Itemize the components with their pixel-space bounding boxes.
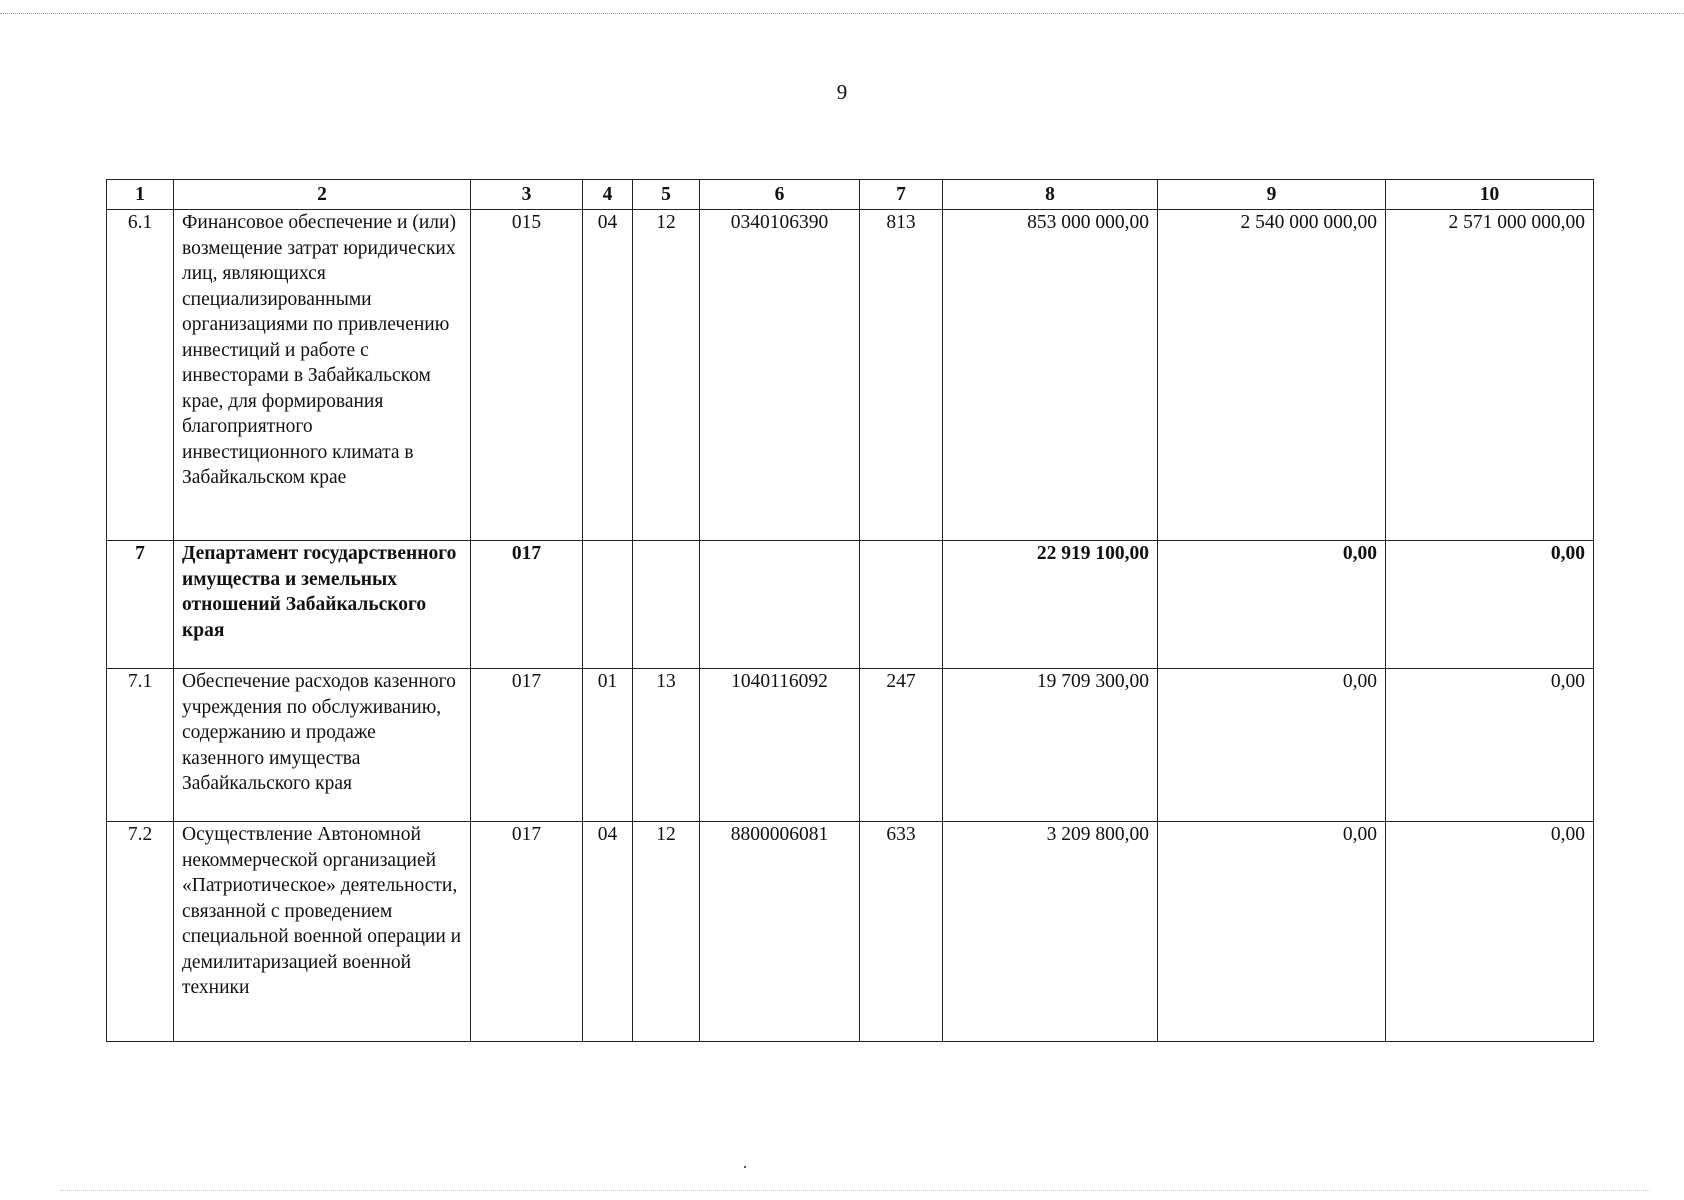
- table-row: [107, 541, 1594, 669]
- cell-col9: 0,00: [1158, 541, 1386, 669]
- cell-col7: [860, 541, 943, 669]
- cell-col3: 017: [471, 822, 583, 1042]
- cell-col8: 3 209 800,00: [943, 822, 1158, 1042]
- cell-col10: 0,00: [1386, 541, 1594, 669]
- cell-col4: 04: [583, 822, 633, 1042]
- cell-col7: 247: [860, 669, 943, 822]
- budget-table: [106, 179, 1594, 1042]
- column-header-2: 2: [174, 180, 471, 210]
- cell-col4: 04: [583, 210, 633, 541]
- row-number: 6.1: [107, 210, 174, 541]
- table-row: [107, 210, 1594, 541]
- row-number: 7.1: [107, 669, 174, 822]
- cell-col4: [583, 541, 633, 669]
- cell-col9: 0,00: [1158, 822, 1386, 1042]
- cell-col9: 2 540 000 000,00: [1158, 210, 1386, 541]
- column-header-3: 3: [471, 180, 583, 210]
- scan-edge-top: [0, 13, 1684, 14]
- cell-col6: [700, 541, 860, 669]
- column-header-5: 5: [633, 180, 700, 210]
- column-header-10: 10: [1386, 180, 1594, 210]
- column-header-1: 1: [107, 180, 174, 210]
- cell-col5: 12: [633, 822, 700, 1042]
- cell-col5: 13: [633, 669, 700, 822]
- cell-col7: 633: [860, 822, 943, 1042]
- column-header-8: 8: [943, 180, 1158, 210]
- cell-col3: 017: [471, 541, 583, 669]
- table-row: [107, 822, 1594, 1042]
- scan-speck: [744, 1166, 746, 1168]
- cell-col4: 01: [583, 669, 633, 822]
- cell-col5: [633, 541, 700, 669]
- row-name: Осуществление Автономной некоммерческой организацией «Патриотическое» деятельности, связанной с проведением специальной военной операции и демилитаризацией военной техники: [174, 822, 471, 1042]
- column-header-4: 4: [583, 180, 633, 210]
- cell-col3: 017: [471, 669, 583, 822]
- row-name: Обеспечение расходов казенного учреждения по обслуживанию, содержанию и продаже казенного имущества Забайкальского края: [174, 669, 471, 822]
- row-name: Финансовое обеспечение и (или) возмещение затрат юридических лиц, являющихся специализированными организациями по привлечению инвестиций и работе с инвесторами в Забайкальском крае, для формирования благоприятного инвестиционного климата в Забайкальском крае: [174, 210, 471, 541]
- cell-col6: 1040116092: [700, 669, 860, 822]
- cell-col8: 22 919 100,00: [943, 541, 1158, 669]
- cell-col6: 8800006081: [700, 822, 860, 1042]
- row-number: 7.2: [107, 822, 174, 1042]
- cell-col5: 12: [633, 210, 700, 541]
- scan-edge-bottom: [60, 1190, 1650, 1191]
- cell-col8: 853 000 000,00: [943, 210, 1158, 541]
- column-header-7: 7: [860, 180, 943, 210]
- cell-col3: 015: [471, 210, 583, 541]
- row-number: 7: [107, 541, 174, 669]
- cell-col6: 0340106390: [700, 210, 860, 541]
- cell-col10: 2 571 000 000,00: [1386, 210, 1594, 541]
- page-number: 9: [836, 80, 848, 104]
- column-header-9: 9: [1158, 180, 1386, 210]
- table-header-row: [107, 180, 1594, 210]
- column-header-6: 6: [700, 180, 860, 210]
- cell-col10: 0,00: [1386, 669, 1594, 822]
- cell-col10: 0,00: [1386, 822, 1594, 1042]
- cell-col9: 0,00: [1158, 669, 1386, 822]
- cell-col7: 813: [860, 210, 943, 541]
- row-name: Департамент государственного имущества и земельных отношений Забайкальского края: [174, 541, 471, 669]
- cell-col8: 19 709 300,00: [943, 669, 1158, 822]
- table-row: [107, 669, 1594, 822]
